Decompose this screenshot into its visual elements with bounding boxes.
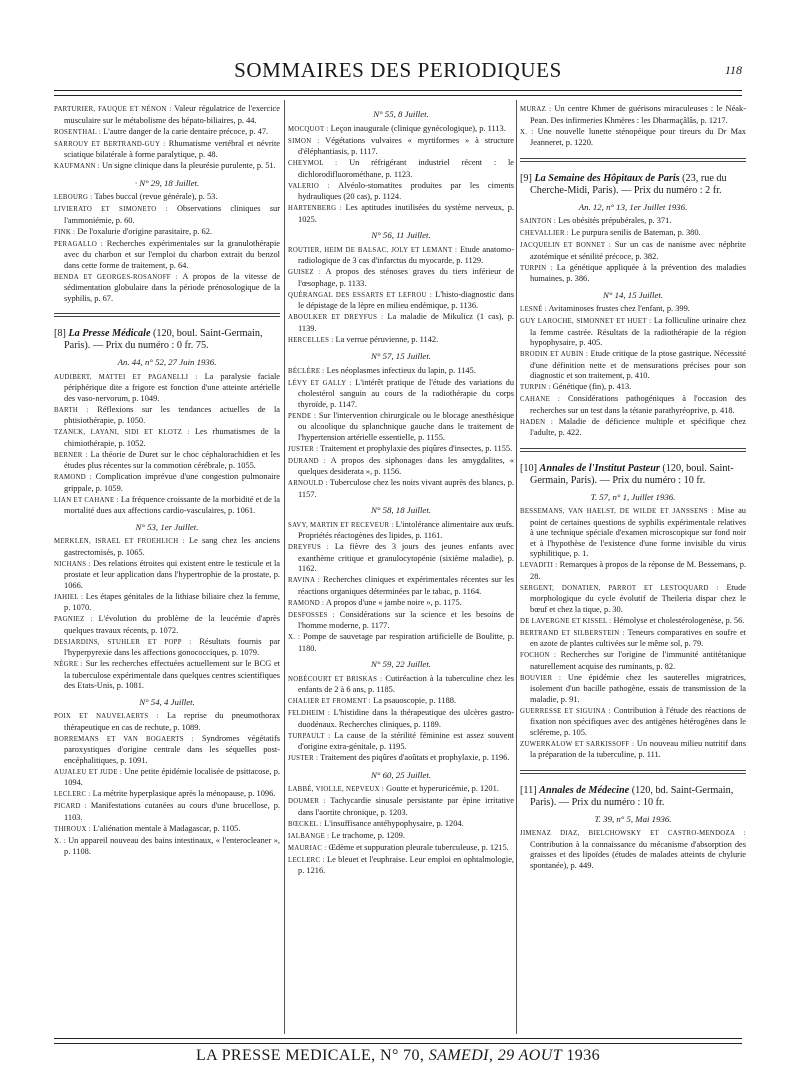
article-entry: [288, 784, 514, 796]
article-title: La génétique appliquée à la prévention des maladies humaines, p. 386.: [530, 262, 746, 283]
article-authors: ABOULKER ET DREYFUS :: [288, 314, 384, 321]
article-authors: LIAN ET CAHANE :: [54, 496, 119, 504]
article-title: Teneurs comparatives en soufre et en azote de plantes cultivées sur le même sol, p. 79.: [530, 627, 746, 648]
journal-name: La Presse Médicale: [68, 328, 151, 339]
article-entry: [520, 216, 746, 228]
article-authors: GUY LAROCHE, SIMONNET ET HUET :: [520, 318, 652, 325]
article-authors: FOCHON :: [520, 652, 557, 659]
article-entry: [288, 366, 514, 378]
article-entry: [54, 711, 280, 733]
article-title: Une nouvelle lunette sténopéique pour tireurs du Dr Max Jeanneret, p. 1220.: [530, 126, 746, 147]
article-title: La reprise du pneumothorax thérapeutique en cas de rechute, p. 1089.: [64, 711, 280, 732]
article-authors: MERKLEN, ISRAEL ET FROEHLICH :: [54, 538, 185, 545]
article-entry: [288, 267, 514, 289]
article-title: Tachycardie sinusale persistante par épine irritative dans l'aortite chronique, p. 1203.: [298, 796, 514, 817]
article-entry: [54, 592, 280, 614]
article-authors: CHEYMOL :: [288, 160, 338, 167]
article-entry: [54, 734, 280, 767]
article-entry: [520, 228, 746, 240]
article-entry: [288, 245, 514, 267]
article-entry: [288, 158, 514, 180]
article-title: Le bleuet et l'euphraise. Leur emploi en ophtalmologie, p. 1216.: [298, 854, 514, 875]
journal-heading: [520, 463, 746, 487]
article-title: La fièvre des 3 jours des jeunes enfants avec exanthème critique et granulocytopénie (sixième maladie), p. 1162.: [298, 542, 514, 573]
article-authors: VALERIO :: [288, 182, 330, 190]
article-authors: BENDA ET GEORGES-ROSANOFF :: [54, 273, 178, 281]
article-title: Alvéolo-stomatites produites par les ciments hydrauliques (20 cas), p. 1124.: [298, 180, 514, 201]
article-authors: GUERRESSE ET SIGUINA :: [520, 707, 611, 715]
article-authors: RAVINA :: [288, 577, 321, 584]
article-title: Un signe clinique dans la pleurésie purulente, p. 51.: [101, 161, 276, 170]
article-entry: [520, 382, 746, 394]
article-title: Mise au point de certaines questions de syphilis expérimentale relatives à une technique spéciale d'examen microscopique sur fond noir et à l'hypothèse de l'existence d'une forme invisible du virus syphilitique, p. 1.: [530, 506, 746, 558]
article-title: La paralysie faciale périphérique dite a frigore est fonction d'une atteinte artérielle des vaso-nervorum, p. 1049.: [64, 371, 280, 403]
page-header: [54, 58, 742, 88]
article-authors: LECLERC :: [288, 856, 325, 864]
article-entry: [54, 559, 280, 592]
article-title: Le purpura senilis de Bateman, p. 380.: [571, 228, 701, 237]
article-title: Sur les recherches effectuées actuellement sur le BCG et la tuberculose expérimentale dans quelques centres scientifiques des Etats-Unis, p. 1081.: [64, 659, 280, 690]
article-entry: [288, 598, 514, 610]
article-entry: [288, 708, 514, 730]
article-entry: [54, 239, 280, 272]
journal-name: Annales de Médecine: [539, 784, 630, 796]
article-title: La psauoscopie, p. 1188.: [373, 696, 457, 705]
article-authors: MOCQUOT :: [288, 125, 329, 133]
issue-heading: N° 59, 22 Juillet.: [371, 659, 431, 669]
article-entry: [520, 263, 746, 285]
article-title: Un nouveau milieu nutritif dans la préparation de la tuberculine, p. 111.: [530, 738, 746, 759]
article-title: Etude critique de la ptose gastrique. Nécessité d'une définition nette et de mensurations précises pour son diagnostic et son traitement, p. 410.: [530, 349, 746, 380]
article-authors: CHEVALLIER :: [520, 230, 569, 237]
article-entry: [54, 637, 280, 659]
footer-publication: LA PRESSE MEDICALE, N° 70,: [195, 1047, 425, 1064]
article-authors: PAGNIEZ :: [54, 616, 93, 623]
article-title: Cutiréaction à la tuberculine chez les enfants de 2 à 6 ans, p. 1185.: [298, 673, 514, 694]
header-double-rule: [54, 90, 742, 96]
article-entry: [54, 192, 280, 204]
article-authors: GUISEZ :: [288, 269, 322, 276]
article-entry: [520, 304, 746, 316]
article-entry: [288, 124, 514, 136]
article-title: Un réfrigérant industriel récent : le dichlorodifluorométhane, p. 1123.: [298, 158, 514, 179]
article-title: Résultats fournis par l'hyperpyrexie dans les affections gonococciques, p. 1079.: [64, 636, 280, 657]
article-authors: MURAZ :: [520, 106, 552, 113]
article-authors: PICARD :: [54, 803, 87, 810]
article-entry: [54, 495, 280, 517]
article-entry: [54, 659, 280, 692]
article-entry: [288, 411, 514, 444]
article-entry: [288, 290, 514, 312]
article-title: Le trachome, p. 1209.: [331, 830, 405, 840]
article-authors: IALBANGE :: [288, 832, 330, 840]
article-title: Un centre Khmer de guérisons miraculeuses : le Néak-Pean. Des infirmeries Khmères : les Dharmaçâlâs, p. 1217.: [530, 104, 746, 125]
article-entry: [520, 240, 746, 262]
article-authors: ROSENTHAL :: [54, 128, 102, 136]
article-authors: LIVIERATO ET SIMONETO :: [54, 206, 168, 213]
article-authors: RAMOND :: [54, 474, 92, 481]
article-authors: DE LAVERGNE ET KISSEL :: [520, 617, 612, 625]
article-entry: [288, 819, 514, 831]
article-entry: [288, 696, 514, 708]
article-entry: [288, 575, 514, 597]
journal-heading: [54, 328, 280, 352]
issue-heading: N° 53, 1er Juillet.: [135, 521, 199, 532]
article-entry: [54, 127, 280, 139]
article-title: L'histidine dans la thérapeutique des ulcères gastro-duodénaux. Recherches cliniques, p. 1189.: [298, 708, 514, 729]
article-authors: SERGENT, DONATIEN, PARROT ET LESTOQUARD :: [520, 584, 719, 592]
article-authors: FELDHEIM :: [288, 710, 331, 717]
article-entry: [288, 855, 514, 877]
article-authors: X. :: [288, 634, 301, 641]
article-entry: [520, 616, 746, 628]
article-authors: LECLERC :: [54, 791, 91, 798]
article-entry: [520, 127, 746, 149]
issue-heading: T. 39, n° 5, Mai 1936.: [594, 813, 672, 824]
article-entry: [288, 674, 514, 696]
article-title: Les néoplasmes infectieux du lapin, p. 1145.: [326, 365, 476, 375]
article-title: Manifestations cutanées au cours d'une brucellose, p. 1103.: [64, 801, 280, 822]
journal-number: [10]: [520, 462, 537, 474]
journal-name: La Semaine des Hôpitaux de Paris: [534, 172, 680, 184]
article-entry: [520, 104, 746, 126]
article-entry: [520, 650, 746, 672]
article-entry: [520, 506, 746, 560]
article-entry: [288, 831, 514, 843]
article-title: Valeur régulatrice de l'exercice musculaire sur le métabolisme des hépato-biliaires, p. 44.: [64, 104, 280, 125]
article-entry: [54, 824, 280, 836]
article-entry: [54, 801, 280, 823]
article-entry: [288, 378, 514, 411]
article-entry: [288, 796, 514, 818]
article-authors: AUJALEU ET JUDE :: [54, 768, 123, 776]
article-entry: [54, 789, 280, 801]
journal-details: (120, boul. Saint-Germain, Paris). — Prix du numéro : 10 fr.: [530, 462, 734, 486]
article-authors: QUÉRANGAL DES ESSARTS ET LEFROU :: [288, 291, 433, 299]
article-authors: LABBÉ, VIOLLE, NEPVEUX :: [288, 786, 384, 793]
article-authors: MAURIAC :: [288, 844, 327, 852]
column-2: [288, 104, 514, 1034]
article-authors: DREYFUS :: [288, 544, 329, 551]
issue-heading: N° 54, 4 Juillet.: [139, 696, 195, 707]
article-authors: SAVY, MARTIN ET RECEVEUR :: [288, 521, 394, 529]
article-entry: [520, 628, 746, 650]
issue-heading: N° 55, 8 Juillet.: [373, 109, 429, 119]
issue-heading: An. 44, n° 52, 27 Juin 1936.: [117, 357, 217, 367]
footer-year: 1936: [566, 1047, 601, 1064]
article-authors: SARROUY ET BERTRAND-GUY :: [54, 140, 166, 148]
issue-heading: N° 14, 15 Juillet.: [603, 289, 663, 300]
article-authors: SIMON :: [288, 137, 320, 145]
article-entry: [288, 335, 514, 347]
column-divider-1: [284, 100, 285, 1034]
section-separator: [520, 770, 746, 774]
article-title: L'histo-diagnostic dans le dépistage de la lèpre en milieu endémique, p. 1136.: [298, 289, 514, 310]
article-entry: [54, 104, 280, 126]
article-title: Le sang chez les anciens gastrectomisés, p. 1065.: [64, 536, 280, 557]
article-authors: X. :: [54, 837, 66, 845]
article-title: Goutte et hyperuricémie, p. 1201.: [386, 784, 499, 793]
article-authors: NÈGRE :: [54, 661, 83, 668]
article-authors: LÉVY ET GALLY :: [288, 379, 352, 387]
article-title: Traitement des piqûres d'aoûtats et prophylaxie, p. 1196.: [320, 753, 510, 762]
issue-heading: An. 12, n° 13, 1er Juillet 1936.: [578, 201, 688, 212]
article-authors: TURPIN :: [520, 264, 553, 272]
article-authors: HADEN :: [520, 418, 554, 426]
journal-heading: [520, 785, 746, 809]
page-footer: [54, 1047, 742, 1065]
article-authors: DOUMER :: [288, 798, 326, 805]
article-title: Tuberculose chez les noirs vivant auprès des blancs, p. 1157.: [298, 478, 514, 499]
article-entry: [288, 312, 514, 334]
article-entry: [288, 136, 514, 158]
article-entry: [54, 836, 280, 858]
article-authors: BESSEMANS, VAN HAELST, DE WILDE ET JANSSENS :: [520, 508, 714, 515]
column-3: [520, 104, 746, 1034]
article-entry: [54, 204, 280, 226]
article-title: Considérations sur la science et les besoins de l'homme moderne, p. 1177.: [298, 609, 514, 630]
article-title: La folliculine urinaire chez la femme castrée. Résultats de la radiothérapie de la région hypophysaire, p. 405.: [530, 316, 746, 347]
article-authors: AUDIBERT, MATTEI ET PAGANELLI :: [54, 373, 198, 381]
article-entry: [288, 456, 514, 478]
article-title: Contribution à la connaissance du mécanisme d'absorption des graisses et des lipoïdes (études de malades atteints de chylurie spontanée), p. 449.: [530, 839, 746, 870]
article-authors: DESFOSSES :: [288, 611, 335, 619]
article-title: A propos des siphonages dans les amygdalites, « quelques desiderata », p. 1156.: [298, 455, 514, 476]
article-entry: [54, 161, 280, 173]
article-entry: [520, 583, 746, 616]
article-entry: [288, 731, 514, 753]
article-title: La métrite hyperplasique après la ménopause, p. 1096.: [92, 789, 276, 798]
issue-heading: N° 56, 11 Juillet.: [371, 230, 431, 240]
article-title: Les étapes génitales de la lithiase biliaire chez la femme, p. 1070.: [64, 591, 280, 612]
article-entry: [54, 405, 280, 427]
article-title: L'intolérance alimentaire aux œufs. Propriétés réactogènes des lipides, p. 1161.: [298, 519, 514, 540]
article-title: Maladie de déficience multiple et spécifique chez l'adulte, p. 422.: [530, 416, 746, 437]
article-authors: JUSTER :: [288, 755, 319, 762]
article-title: A propos de la vitesse de sédimentation globulaire dans la période prénosologique de la syphilis, p. 67.: [64, 271, 280, 303]
article-authors: LEVADITI :: [520, 562, 558, 569]
article-title: A propos d'une « jambe noire », p. 1175.: [325, 597, 462, 607]
article-title: De l'oxalurie d'origine parasitaire, p. 62.: [77, 226, 212, 236]
article-authors: FINK :: [54, 228, 76, 236]
article-title: L'aliénation mentale à Madagascar, p. 1105.: [92, 823, 241, 833]
article-title: La verrue péruvienne, p. 1142.: [335, 334, 439, 344]
article-authors: TZANCK, LAYANI, SIDI ET KLOTZ :: [54, 429, 190, 436]
article-entry: [288, 542, 514, 575]
article-authors: ZUWERKALOW ET SARKISSOFF :: [520, 740, 635, 748]
article-authors: JACQUELIN ET BONNET :: [520, 242, 612, 249]
footer-double-rule: [54, 1038, 742, 1044]
article-authors: BOUVIER :: [520, 674, 562, 682]
article-authors: PERAGALLO :: [54, 240, 103, 248]
article-title: Etude anatomo-radiologique de 3 cas d'infarctus du myocarde, p. 1129.: [298, 244, 514, 265]
column-divider-2: [516, 100, 517, 1034]
article-entry: [288, 610, 514, 632]
article-title: Traitement et prophylaxie des piqûres d'insectes, p. 1155.: [320, 443, 513, 453]
article-authors: TURPAULT :: [288, 732, 331, 740]
issue-heading: N° 57, 15 Juillet.: [371, 351, 431, 361]
article-title: Des relations étroites qui existent entre le testicule et la prostate et leur application dans l'hypertrophie de la prostate, p. 1066.: [64, 558, 280, 590]
article-title: A propos des sténoses graves du tiers inférieur de l'œsophage, p. 1133.: [298, 267, 514, 288]
journal-number: [11]: [520, 784, 537, 796]
article-authors: THIROUX :: [54, 825, 91, 833]
article-authors: BARTH :: [54, 406, 89, 414]
article-authors: SAINTON :: [520, 218, 556, 225]
article-authors: LEBOURG :: [54, 194, 93, 201]
journal-details: (120, bd. Saint-Germain, Paris). — Prix du numéro : 10 fr.: [530, 784, 734, 808]
article-authors: BŒCKEL :: [288, 820, 323, 828]
issue-heading: T. 57, n° 1, Juillet 1936.: [590, 491, 676, 502]
article-title: L'intérêt pratique de l'étude des variations du cholestérol sanguin au cours de la radiothérapie du corps thyroïde, p. 1147.: [298, 377, 514, 409]
article-authors: HARTENBERG :: [288, 205, 342, 212]
article-title: La cause de la stérilité féminine est assez souvent d'origine extra-génitale, p. 1195.: [298, 730, 514, 751]
article-title: Complication imprévue d'une congestion pulmonaire grippale, p. 1059.: [64, 472, 280, 493]
article-entry: [520, 673, 746, 706]
article-entry: [288, 478, 514, 500]
section-separator: [520, 448, 746, 452]
issue-heading: N° 60, 25 Juillet.: [371, 769, 431, 780]
article-title: Sur un cas de nanisme avec néphrite azotémique et sénilité précoce, p. 382.: [530, 240, 746, 261]
article-entry: [288, 181, 514, 203]
article-title: Recherches expérimentales sur la granulothérapie avec du charbon et sur l'emploi du charbon extrait du benzol dans cette forme de traitement, p. 64.: [64, 238, 280, 270]
article-authors: DESJARDINS, STUHLER ET POPP :: [54, 638, 192, 646]
article-authors: BERNER :: [54, 451, 88, 459]
article-entry: [520, 706, 746, 739]
article-title: Génétique (fin), p. 413.: [552, 382, 632, 391]
article-authors: PARTURIER, FAUQUE ET NÉNON :: [54, 106, 172, 113]
article-authors: RAMOND :: [288, 599, 325, 607]
article-title: La théorie de Duret sur le choc céphalorachidien et les études plus récentes sur la commotion cérébrale, p. 1055.: [64, 449, 280, 470]
article-entry: [520, 828, 746, 871]
article-title: Considérations pathogéniques à l'occasion des recherches sur un test dans la tétanie parathyréoprive, p. 418.: [530, 394, 746, 415]
article-entry: [520, 739, 746, 761]
article-entry: [288, 520, 514, 542]
article-authors: NICHANS :: [54, 560, 91, 568]
article-entry: [520, 394, 746, 416]
article-authors: TURPIN :: [520, 384, 551, 391]
journal-number: [9]: [520, 172, 532, 184]
article-entry: [54, 427, 280, 449]
journal-details: (23, rue du Cherche-Midi, Paris). — Prix du numéro : 2 fr.: [530, 172, 727, 196]
article-entry: [520, 349, 746, 382]
article-authors: BORREMANS ET VAN BOGAERTS :: [54, 735, 194, 743]
journal-number: [8]: [54, 328, 66, 339]
article-entry: [54, 227, 280, 239]
article-entry: [288, 753, 514, 765]
article-authors: JAHIEL :: [54, 593, 84, 601]
article-title: Végétations vulvaires « myrtiformes » à structure d'éléphantiasis, p. 1117.: [298, 135, 514, 156]
journal-heading: [520, 173, 746, 197]
article-authors: JIMENAZ DIAZ, BIELCHOWSKY ET CASTRO-MENDOZA :: [520, 830, 746, 837]
article-authors: NOBÉCOURT ET BRISKAS :: [288, 675, 383, 683]
article-entry: [288, 203, 514, 225]
article-authors: DURAND :: [288, 457, 327, 465]
article-entry: [54, 372, 280, 405]
article-entry: [288, 843, 514, 855]
section-separator: [54, 313, 280, 317]
article-title: Un appareil nouveau des bains intestinaux, « l'enterocleaner », p. 1108.: [64, 835, 280, 856]
article-authors: PENDE :: [288, 412, 317, 420]
article-title: Recherches cliniques et expérimentales récentes sur les réactions organiques déterminées par le tabac, p. 1164.: [298, 575, 514, 596]
journal-name: Annales de l'Institut Pasteur: [539, 462, 660, 474]
article-title: Les aptitudes inutilisées du système nerveux, p. 1025.: [298, 203, 514, 224]
article-authors: KAUFMANN :: [54, 163, 100, 170]
article-entry: [54, 767, 280, 789]
article-title: Une épidémie chez les sauterelles migratrices, isolement d'un bacille pathogène, essais de transmission de la maladie, p. 91.: [530, 672, 746, 704]
article-authors: LESNÉ :: [520, 306, 547, 313]
article-title: Les rhumatismes de la chimiothérapie, p. 1052.: [64, 427, 280, 448]
article-authors: BRODIN ET AUBIN :: [520, 351, 589, 358]
article-title: Rhumatisme vertébral et névrite sciatique bilatérale à forme paralytique, p. 48.: [64, 138, 280, 159]
article-title: Syndromes végétatifs paroxystiques d'origine centrale dans les séquelles post-encéphalitiques, p. 1091.: [64, 733, 280, 765]
article-title: Remarques à propos de la réponse de M. Bessemans, p. 28.: [530, 560, 746, 581]
article-entry: [54, 450, 280, 472]
article-title: Les obésités prépubérales, p. 371.: [558, 216, 672, 225]
section-title: SOMMAIRES DES PERIODIQUES: [234, 58, 562, 82]
article-title: Hémolyse et cholestérologenèse, p. 56.: [613, 615, 745, 625]
article-title: Sur l'intervention chirurgicale ou le blocage anesthésique ou alcoolique du splanchnique gauche dans le traitement de l'hypertension artérielle essentielle, p. 1155.: [298, 410, 514, 442]
article-entry: [54, 536, 280, 558]
journal-details: (120, boul. Saint-Germain, Paris). — Prix du numéro : 0 fr. 75.: [64, 328, 263, 351]
article-authors: ROUTIER, HEIM DE BALSAC, JOLY ET LEMANT :: [288, 246, 458, 254]
article-title: La maladie de Mikulicz (1 cas), p. 1139.: [298, 312, 514, 333]
article-title: Une petite épidémie localisée de psittacose, p. 1094.: [64, 766, 280, 787]
article-authors: X. :: [520, 128, 534, 136]
article-entry: [520, 316, 746, 349]
article-entry: [520, 560, 746, 582]
article-title: Réflexions sur les tendances actuelles de la phtisiothérapie, p. 1050.: [64, 404, 280, 425]
article-authors: BÉCLÈRE :: [288, 367, 325, 375]
article-title: L'insuffisance antéhypophysaire, p. 1204.: [324, 818, 464, 828]
article-entry: [288, 632, 514, 654]
article-title: L'autre danger de la carie dentaire précoce, p. 47.: [103, 126, 269, 136]
article-title: Contribution à l'étude des réactions de fixation non spécifiques avec des antigènes hétérogènes dans le scléreme, p. 105.: [530, 705, 746, 737]
article-authors: CHALIER ET FROMENT :: [288, 698, 371, 705]
footer-date: SAMEDI, 29 AOUT: [428, 1047, 562, 1064]
section-separator: [520, 158, 746, 162]
article-authors: BERTRAND ET SILBERSTEIN :: [520, 629, 625, 637]
article-entry: [54, 139, 280, 161]
article-title: La fréquence croissante de la morbidité et de la mortalité dues aux affections cardio-vasculaires, p. 1061.: [64, 494, 280, 515]
article-title: Avitaminoses frustes chez l'enfant, p. 399.: [548, 304, 690, 313]
article-title: Etude morphologique du cycle évolutif de Theileria dispar chez le bœuf et chez la tique, p. 30.: [530, 582, 746, 614]
page-number: 118: [724, 63, 742, 77]
article-authors: CAHANE :: [520, 396, 561, 403]
issue-heading: N° 58, 18 Juillet.: [371, 505, 431, 515]
article-title: Pompe de sauvetage par respiration artificielle de Boulitte, p. 1180.: [298, 632, 514, 653]
article-title: Œdème et suppuration pleurale tuberculeuse, p. 1215.: [328, 842, 509, 852]
issue-heading: · N° 29, 18 Juillet.: [134, 177, 200, 188]
article-authors: JUSTER :: [288, 445, 319, 453]
article-title: Tabes buccal (revue générale), p. 53.: [94, 192, 218, 201]
article-title: Recherches sur l'origine de l'immunité antitétanique naturellement acquise des ruminants, p. 82.: [530, 650, 746, 671]
article-entry: [288, 444, 514, 456]
article-entry: [54, 614, 280, 636]
article-title: L'évolution du problème de la leucémie d'après quelques travaux récents, p. 1072.: [64, 614, 280, 635]
article-entry: [54, 472, 280, 494]
column-1: [54, 104, 280, 1034]
article-entry: [54, 272, 280, 305]
article-title: Leçon inaugurale (clinique gynécologique), p. 1113.: [330, 123, 506, 133]
article-authors: ARNOULD :: [288, 480, 328, 487]
article-authors: HERCELLES :: [288, 336, 334, 344]
article-entry: [520, 417, 746, 439]
article-authors: POIX ET NAUVELAERTS :: [54, 713, 159, 720]
article-title: Observations cliniques sur l'ammoniémie, p. 60.: [64, 204, 280, 225]
